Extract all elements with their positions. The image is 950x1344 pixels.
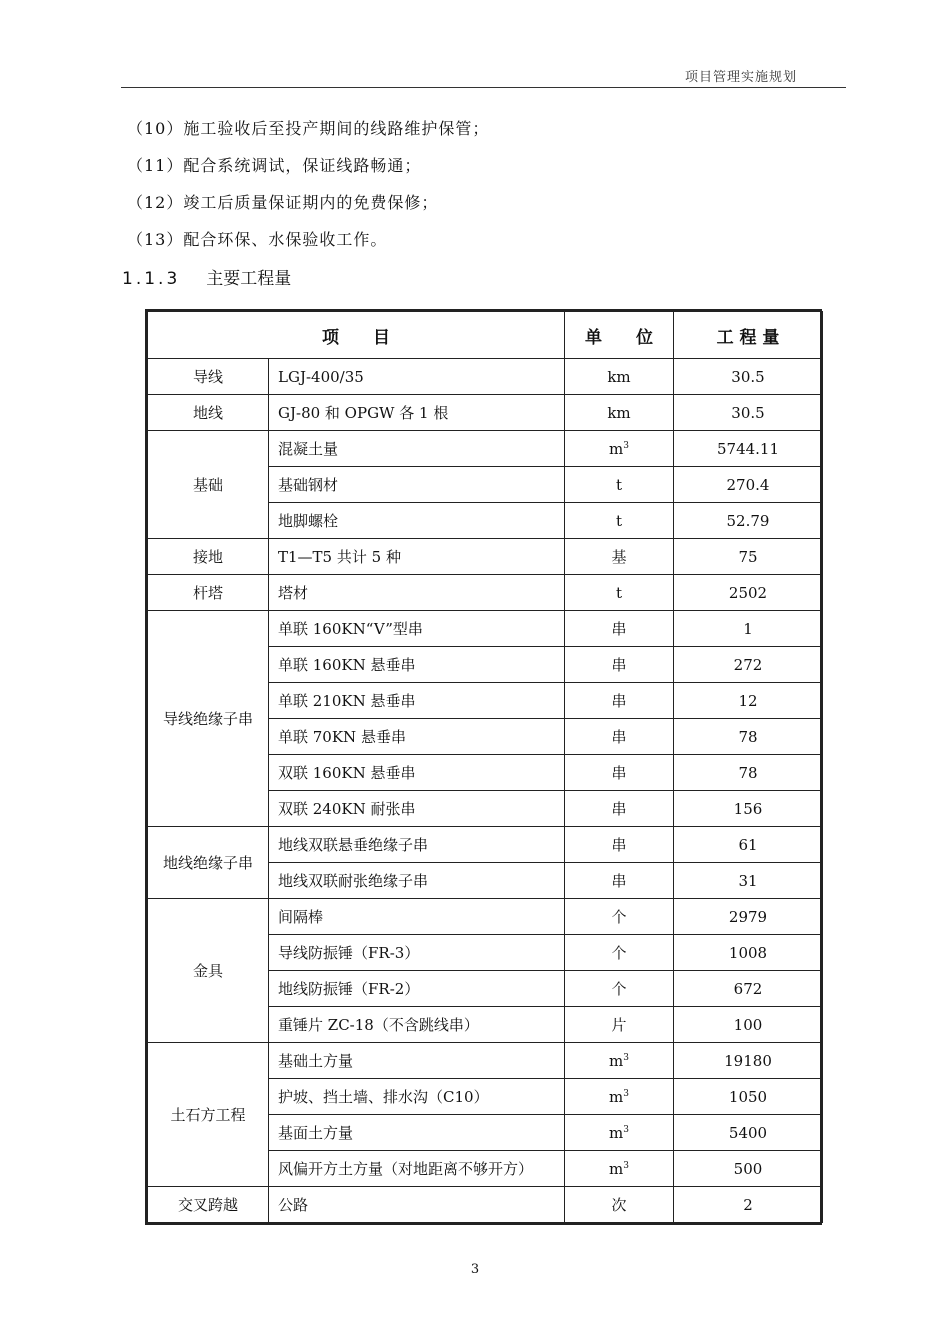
unit-cell: km: [565, 359, 674, 395]
section-heading: [122, 264, 291, 289]
item-cell: 地线双联耐张绝缘子串: [269, 863, 565, 899]
quantity-cell: 2979: [674, 899, 823, 935]
unit-cell: 串: [565, 827, 674, 863]
unit-cell: t: [565, 467, 674, 503]
item-cell: 混凝土量: [269, 431, 565, 467]
quantity-cell: 61: [674, 827, 823, 863]
item-cell: 基面土方量: [269, 1115, 565, 1151]
unit-cell: $m^3$: [565, 1115, 674, 1151]
unit-cell: $m^3$: [565, 1043, 674, 1079]
quantity-cell: 31: [674, 863, 823, 899]
quantity-cell: 30.5: [674, 359, 823, 395]
unit-cell: 个: [565, 899, 674, 935]
category-cell: 接地: [148, 539, 269, 575]
table-row: [148, 539, 823, 575]
quantities-table: [145, 309, 822, 1225]
category-cell: 导线绝缘子串: [148, 611, 269, 827]
header-unit: 单 位: [565, 312, 674, 359]
table-row: [148, 899, 823, 935]
quantity-cell: 5400: [674, 1115, 823, 1151]
category-cell: 导线: [148, 359, 269, 395]
item-cell: 双联 240KN 耐张串: [269, 791, 565, 827]
item-cell: 基础钢材: [269, 467, 565, 503]
table-row: [148, 1043, 823, 1079]
unit-cell: 个: [565, 935, 674, 971]
quantity-cell: 270.4: [674, 467, 823, 503]
quantity-cell: 12: [674, 683, 823, 719]
item-cell: 公路: [269, 1187, 565, 1223]
quantity-cell: 156: [674, 791, 823, 827]
unit-cell: t: [565, 575, 674, 611]
item-cell: 地线双联悬垂绝缘子串: [269, 827, 565, 863]
list-item: （11）配合系统调试，保证线路畅通；: [127, 156, 422, 175]
item-cell: 地脚螺栓: [269, 503, 565, 539]
header-rule: [121, 87, 846, 88]
item-cell: 风偏开方土方量（对地距离不够开方）: [269, 1151, 565, 1187]
unit-cell: km: [565, 395, 674, 431]
item-cell: 重锤片 ZC-18（不含跳线串）: [269, 1007, 565, 1043]
item-cell: 护坡、挡土墙、排水沟（C10）: [269, 1079, 565, 1115]
unit-cell: 次: [565, 1187, 674, 1223]
item-cell: 单联 160KN 悬垂串: [269, 647, 565, 683]
item-cell: 塔材: [269, 575, 565, 611]
quantity-cell: 2502: [674, 575, 823, 611]
unit-cell: $m^3$: [565, 1079, 674, 1115]
quantity-cell: 500: [674, 1151, 823, 1187]
table-row: [148, 395, 823, 431]
section-title: 主要工程量: [206, 269, 292, 289]
category-cell: 土石方工程: [148, 1043, 269, 1187]
unit-cell: $m^3$: [565, 1151, 674, 1187]
item-cell: 间隔棒: [269, 899, 565, 935]
table-row: [148, 431, 823, 467]
category-cell: 地线绝缘子串: [148, 827, 269, 899]
quantity-cell: 78: [674, 719, 823, 755]
table-row: [148, 1187, 823, 1223]
quantity-cell: 75: [674, 539, 823, 575]
table-row: [148, 611, 823, 647]
table-row: [148, 359, 823, 395]
unit-cell: 串: [565, 647, 674, 683]
quantity-cell: 1008: [674, 935, 823, 971]
category-cell: 基础: [148, 431, 269, 539]
table-row: [148, 827, 823, 863]
quantity-cell: 272: [674, 647, 823, 683]
list-item: （10）施工验收后至投产期间的线路维护保管；: [127, 119, 490, 138]
unit-cell: 个: [565, 971, 674, 1007]
unit-cell: 串: [565, 755, 674, 791]
item-cell: 单联 160KN“V”型串: [269, 611, 565, 647]
category-cell: 金具: [148, 899, 269, 1043]
page-number: 3: [470, 1262, 480, 1277]
item-cell: T1—T5 共计 5 种: [269, 539, 565, 575]
header-quantity: 工 程 量: [674, 312, 823, 359]
item-cell: 单联 210KN 悬垂串: [269, 683, 565, 719]
item-cell: GJ-80 和 OPGW 各 1 根: [269, 395, 565, 431]
item-cell: 导线防振锤（FR-3）: [269, 935, 565, 971]
running-header-title: 项目管理实施规划: [684, 70, 797, 85]
quantity-cell: 52.79: [674, 503, 823, 539]
table-header-row: [148, 312, 823, 359]
unit-cell: t: [565, 503, 674, 539]
header-item: 项 目: [148, 312, 565, 359]
item-cell: LGJ-400/35: [269, 359, 565, 395]
unit-cell: 串: [565, 863, 674, 899]
quantity-cell: 19180: [674, 1043, 823, 1079]
category-cell: 杆塔: [148, 575, 269, 611]
unit-cell: 基: [565, 539, 674, 575]
unit-cell: 串: [565, 683, 674, 719]
list-item: （13）配合环保、水保验收工作。: [127, 230, 388, 249]
item-cell: 双联 160KN 悬垂串: [269, 755, 565, 791]
category-cell: 地线: [148, 395, 269, 431]
section-number: 1.1.3: [122, 269, 181, 289]
unit-cell: $m^3$: [565, 431, 674, 467]
item-cell: 地线防振锤（FR-2）: [269, 971, 565, 1007]
unit-cell: 串: [565, 611, 674, 647]
quantity-cell: 672: [674, 971, 823, 1007]
item-cell: 单联 70KN 悬垂串: [269, 719, 565, 755]
quantity-cell: 1050: [674, 1079, 823, 1115]
quantity-cell: 2: [674, 1187, 823, 1223]
unit-cell: 片: [565, 1007, 674, 1043]
quantity-cell: 78: [674, 755, 823, 791]
table-row: [148, 575, 823, 611]
item-cell: 基础土方量: [269, 1043, 565, 1079]
quantity-cell: 100: [674, 1007, 823, 1043]
list-item: （12）竣工后质量保证期内的免费保修；: [127, 193, 439, 212]
category-cell: 交叉跨越: [148, 1187, 269, 1223]
quantity-cell: 1: [674, 611, 823, 647]
quantity-cell: 30.5: [674, 395, 823, 431]
quantity-cell: 5744.11: [674, 431, 823, 467]
unit-cell: 串: [565, 719, 674, 755]
unit-cell: 串: [565, 791, 674, 827]
